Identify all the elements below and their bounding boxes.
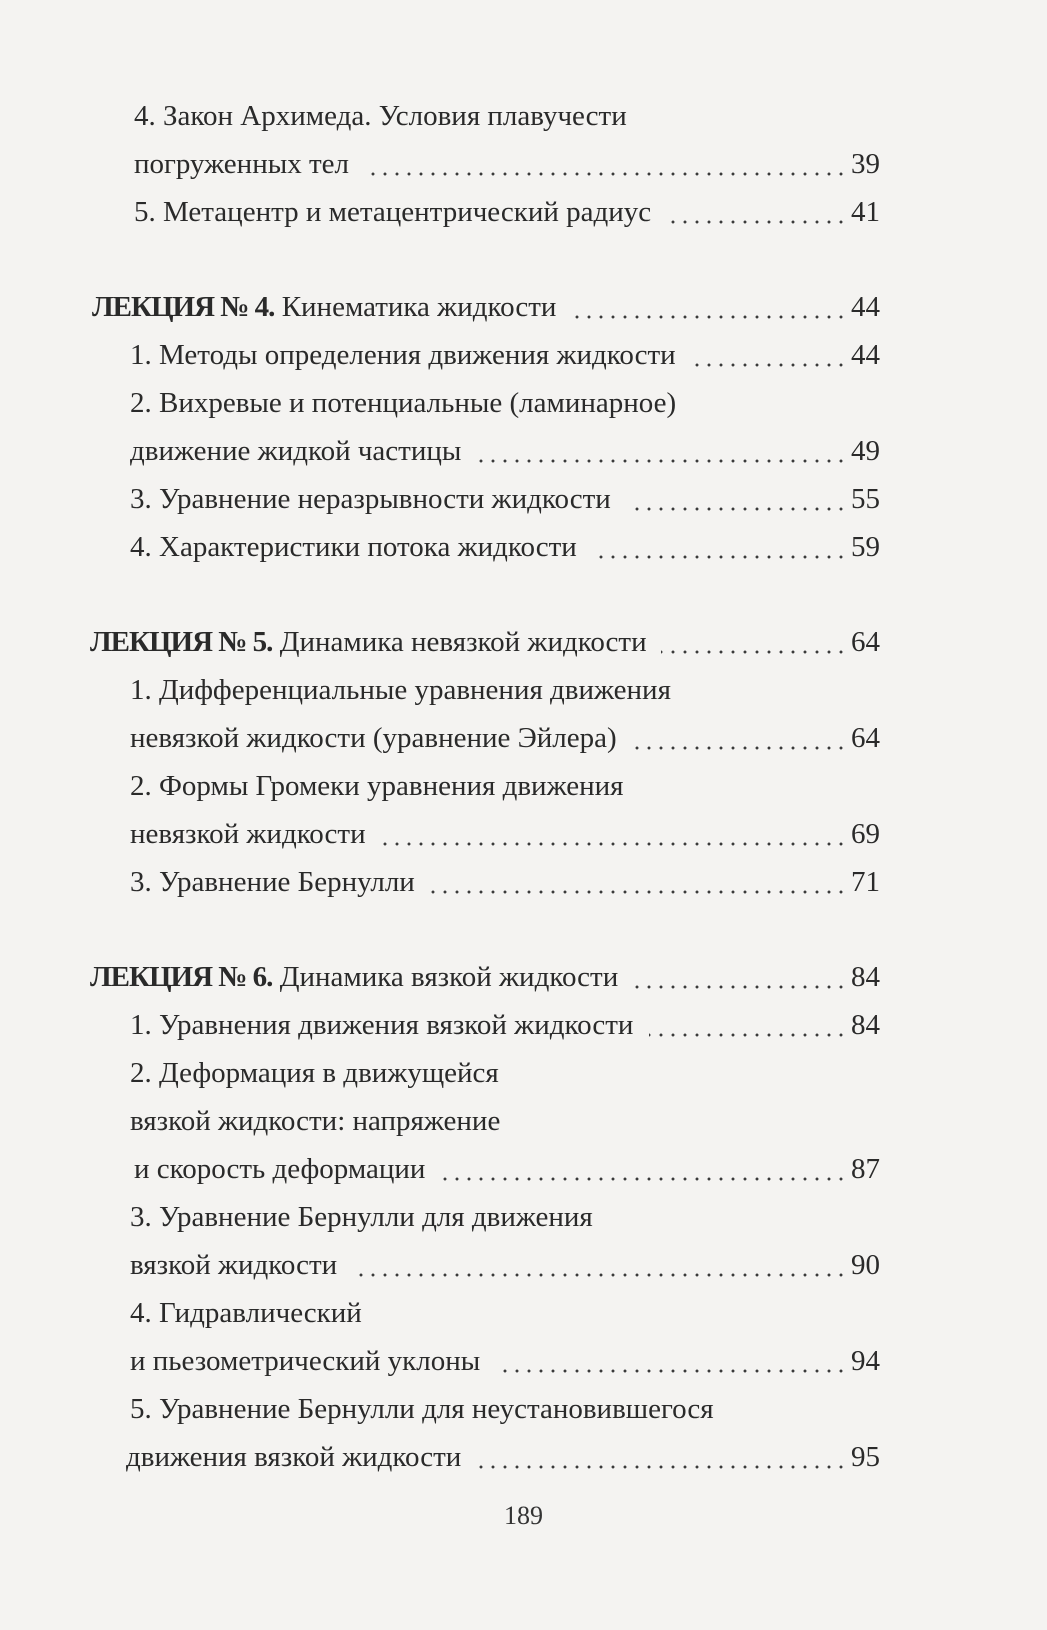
toc-line xyxy=(130,1195,880,1239)
page-number: 189 xyxy=(504,1501,543,1530)
toc-line xyxy=(130,764,880,808)
page-ref: 95 xyxy=(851,1441,880,1473)
entry-title: Метацентр и метацентрический радиус xyxy=(163,196,652,228)
section-number: 5. xyxy=(130,1393,152,1425)
toc-entry xyxy=(134,1147,425,1191)
section-number: 5. xyxy=(134,196,156,228)
entry-title: Вихревые и потенциальные (ламинарное) xyxy=(159,387,677,419)
toc-entry xyxy=(90,620,647,664)
dot-leader xyxy=(477,1465,847,1469)
toc-entry xyxy=(134,94,627,138)
toc-entry xyxy=(134,142,349,186)
page-ref: 64 xyxy=(851,626,880,658)
entry-title: Уравнение Бернулли xyxy=(159,866,415,898)
dot-leader xyxy=(477,459,847,463)
toc-entry xyxy=(130,1387,714,1431)
entry-title: невязкой жидкости (уравнение Эйлера) xyxy=(130,722,617,754)
entry-title: Динамика вязкой жидкости xyxy=(279,961,619,993)
page-ref: 59 xyxy=(851,531,880,563)
toc-line xyxy=(130,1003,880,1047)
toc-line xyxy=(130,1291,880,1335)
toc-entry xyxy=(130,477,611,521)
dot-leader xyxy=(633,746,847,750)
section-number: 4. xyxy=(130,531,152,563)
toc-line xyxy=(130,1051,880,1095)
toc-line xyxy=(130,525,880,569)
toc-entry xyxy=(130,668,671,712)
toc-line xyxy=(134,94,880,138)
toc-entry xyxy=(130,716,617,760)
entry-title: Уравнение Бернулли для неустановившегося xyxy=(159,1393,714,1425)
page-ref: 90 xyxy=(851,1249,880,1281)
toc-line xyxy=(130,477,880,521)
entry-title: Гидравлический xyxy=(159,1297,362,1329)
entry-title: вязкой жидкости: напряжение xyxy=(130,1105,501,1137)
dot-leader xyxy=(431,890,847,894)
toc-line xyxy=(130,381,880,425)
toc-line xyxy=(130,1243,880,1287)
toc-entry xyxy=(130,1339,480,1383)
entry-title: Формы Громеки уравнения движения xyxy=(159,770,624,802)
toc-line xyxy=(130,429,880,473)
toc-entry xyxy=(130,1099,500,1143)
section-number: 1. xyxy=(130,1009,152,1041)
section-number: 3. xyxy=(130,483,152,515)
dot-leader xyxy=(661,650,847,654)
toc-line xyxy=(130,668,880,712)
toc-entry xyxy=(134,190,651,234)
entry-title: вязкой жидкости xyxy=(130,1249,338,1281)
toc-line xyxy=(130,860,880,904)
toc-entry xyxy=(130,1003,633,1047)
toc-entry xyxy=(130,1195,593,1239)
toc-entry xyxy=(90,955,618,999)
toc-entry xyxy=(92,285,556,329)
toc-line xyxy=(134,142,880,186)
dot-leader xyxy=(593,555,847,559)
section-number: 1. xyxy=(130,339,152,371)
section-number: 2. xyxy=(130,1057,152,1089)
entry-title: Деформация в движущейся xyxy=(159,1057,499,1089)
page-ref: 69 xyxy=(851,818,880,850)
section-number: 2. xyxy=(130,770,152,802)
toc-line xyxy=(130,1099,880,1143)
toc-chapter-line xyxy=(92,285,880,329)
page-ref: 49 xyxy=(851,435,880,467)
page-ref: 39 xyxy=(851,148,880,180)
entry-title: и скорость деформации xyxy=(134,1153,426,1185)
toc-entry xyxy=(130,381,676,425)
dot-leader xyxy=(667,220,847,224)
dot-leader xyxy=(692,363,847,367)
toc-line xyxy=(130,333,880,377)
dot-leader xyxy=(441,1177,847,1181)
page-ref: 64 xyxy=(851,722,880,754)
section-number: 4. xyxy=(130,1297,152,1329)
section-number: 3. xyxy=(130,1201,152,1233)
page-ref: 44 xyxy=(851,339,880,371)
entry-title: Методы определения движения жидкости xyxy=(159,339,676,371)
page-ref: 71 xyxy=(851,866,880,898)
entry-title: Закон Архимеда. Условия плавучести xyxy=(163,100,627,132)
entry-title: погруженных тел xyxy=(134,148,349,180)
dot-leader xyxy=(627,507,847,511)
lecture-label: ЛЕКЦИЯ № 6. xyxy=(90,961,273,993)
entry-title: Уравнение Бернулли для движения xyxy=(159,1201,593,1233)
toc-line xyxy=(134,1147,880,1191)
toc-line xyxy=(130,716,880,760)
entry-title: Характеристики потока жидкости xyxy=(159,531,577,563)
entry-title: Уравнения движения вязкой жидкости xyxy=(159,1009,634,1041)
section-number: 2. xyxy=(130,387,152,419)
entry-title: Динамика невязкой жидкости xyxy=(279,626,647,658)
section-number: 1. xyxy=(130,674,152,706)
entry-title: и пьезометрический уклоны xyxy=(130,1345,481,1377)
toc-line xyxy=(130,812,880,856)
entry-title: невязкой жидкости xyxy=(130,818,366,850)
toc-entry xyxy=(130,1291,362,1335)
page-ref: 87 xyxy=(851,1153,880,1185)
page-ref: 44 xyxy=(851,291,880,323)
toc-entry xyxy=(130,429,461,473)
toc-entry xyxy=(130,764,623,808)
entry-title: Уравнение неразрывности жидкости xyxy=(159,483,611,515)
toc-chapter-line xyxy=(90,620,880,664)
lecture-label: ЛЕКЦИЯ № 5. xyxy=(90,626,273,658)
toc-entry xyxy=(130,333,676,377)
entry-title: Дифференциальные уравнения движения xyxy=(159,674,671,706)
dot-leader xyxy=(649,1033,847,1037)
toc-line xyxy=(126,1435,880,1479)
toc-chapter-line xyxy=(90,955,880,999)
entry-title: движения вязкой жидкости xyxy=(126,1441,462,1473)
dot-leader xyxy=(496,1369,847,1373)
lecture-label: ЛЕКЦИЯ № 4. xyxy=(92,291,275,323)
toc-entry xyxy=(130,1243,337,1287)
toc-entry xyxy=(130,525,577,569)
toc-entry xyxy=(126,1435,461,1479)
dot-leader xyxy=(570,315,847,319)
toc-line xyxy=(130,1387,880,1431)
toc-entry xyxy=(130,1051,499,1095)
toc-entry xyxy=(130,860,415,904)
dot-leader xyxy=(632,985,847,989)
page-ref: 41 xyxy=(851,196,880,228)
section-number: 4. xyxy=(134,100,156,132)
page-ref: 84 xyxy=(851,1009,880,1041)
page-ref: 84 xyxy=(851,961,880,993)
toc-line xyxy=(134,190,880,234)
toc-line xyxy=(130,1339,880,1383)
dot-leader xyxy=(382,842,847,846)
section-number: 3. xyxy=(130,866,152,898)
page-ref: 94 xyxy=(851,1345,880,1377)
entry-title: Кинематика жидкости xyxy=(281,291,557,323)
dot-leader xyxy=(365,172,847,176)
toc-entry xyxy=(130,812,366,856)
page-ref: 55 xyxy=(851,483,880,515)
dot-leader xyxy=(353,1273,847,1277)
entry-title: движение жидкой частицы xyxy=(130,435,462,467)
